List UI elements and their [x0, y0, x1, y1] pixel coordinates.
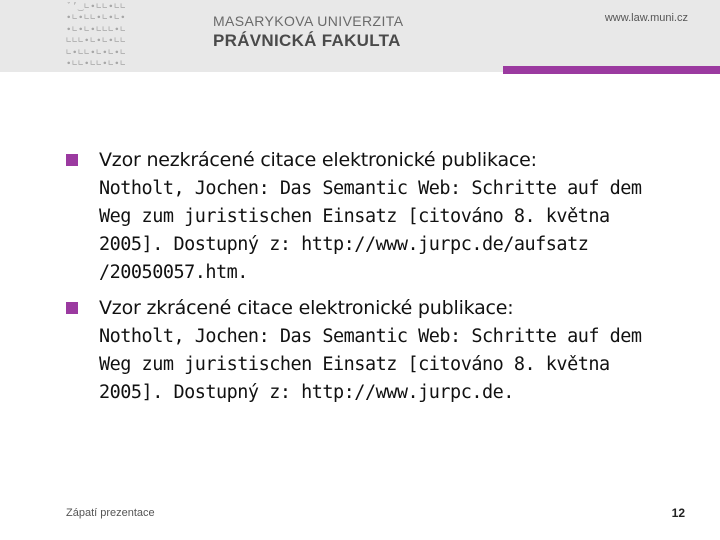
bullet-item: [66, 145, 706, 287]
page-number: 12: [671, 506, 685, 520]
bullet-heading: Vzor nezkrácené citace elektronické publikace:: [99, 149, 537, 171]
site-url: www.law.muni.cz: [604, 12, 688, 24]
bullet-item: [66, 293, 706, 407]
citation-text: Notholt, Jochen: Das Semantic Web: Schritte auf dem Weg zum juristischen Einsatz [citováno 8. května 2005]. Dostupný z: http://www.jurpc.de/aufsatz /20050057.htm.: [99, 178, 642, 283]
slide-header: [0, 0, 720, 72]
citation-text: Notholt, Jochen: Das Semantic Web: Schritte auf dem Weg zum juristischen Einsatz [citováno 8. května 2005]. Dostupný z: http://www.jurpc.de.: [99, 326, 642, 403]
header-accent-bar: [503, 66, 720, 74]
footer-text: Zápatí prezentace: [66, 507, 155, 519]
university-name: MASARYKOVA UNIVERZITA: [213, 13, 404, 29]
faculty-name: PRÁVNICKÁ FAKULTA: [213, 31, 401, 50]
square-bullet-icon: [66, 302, 78, 314]
bullet-heading: Vzor zkrácené citace elektronické publikace:: [99, 297, 514, 319]
university-logo-icon: ˇ’‿∟∙∟∟∙∟∟ ∙∟∙∟∟∙∟∙∟∙ ∙∟∙∟∙∟∟∟∙∟ ∟∟∟∙∟∙∟∙∟∟ ∟∙∟∟∙∟∙∟∙∟ ∙∟∟∙∟∟∙∟∙∟: [66, 2, 127, 70]
square-bullet-icon: [66, 154, 78, 166]
slide-content: [66, 145, 706, 413]
